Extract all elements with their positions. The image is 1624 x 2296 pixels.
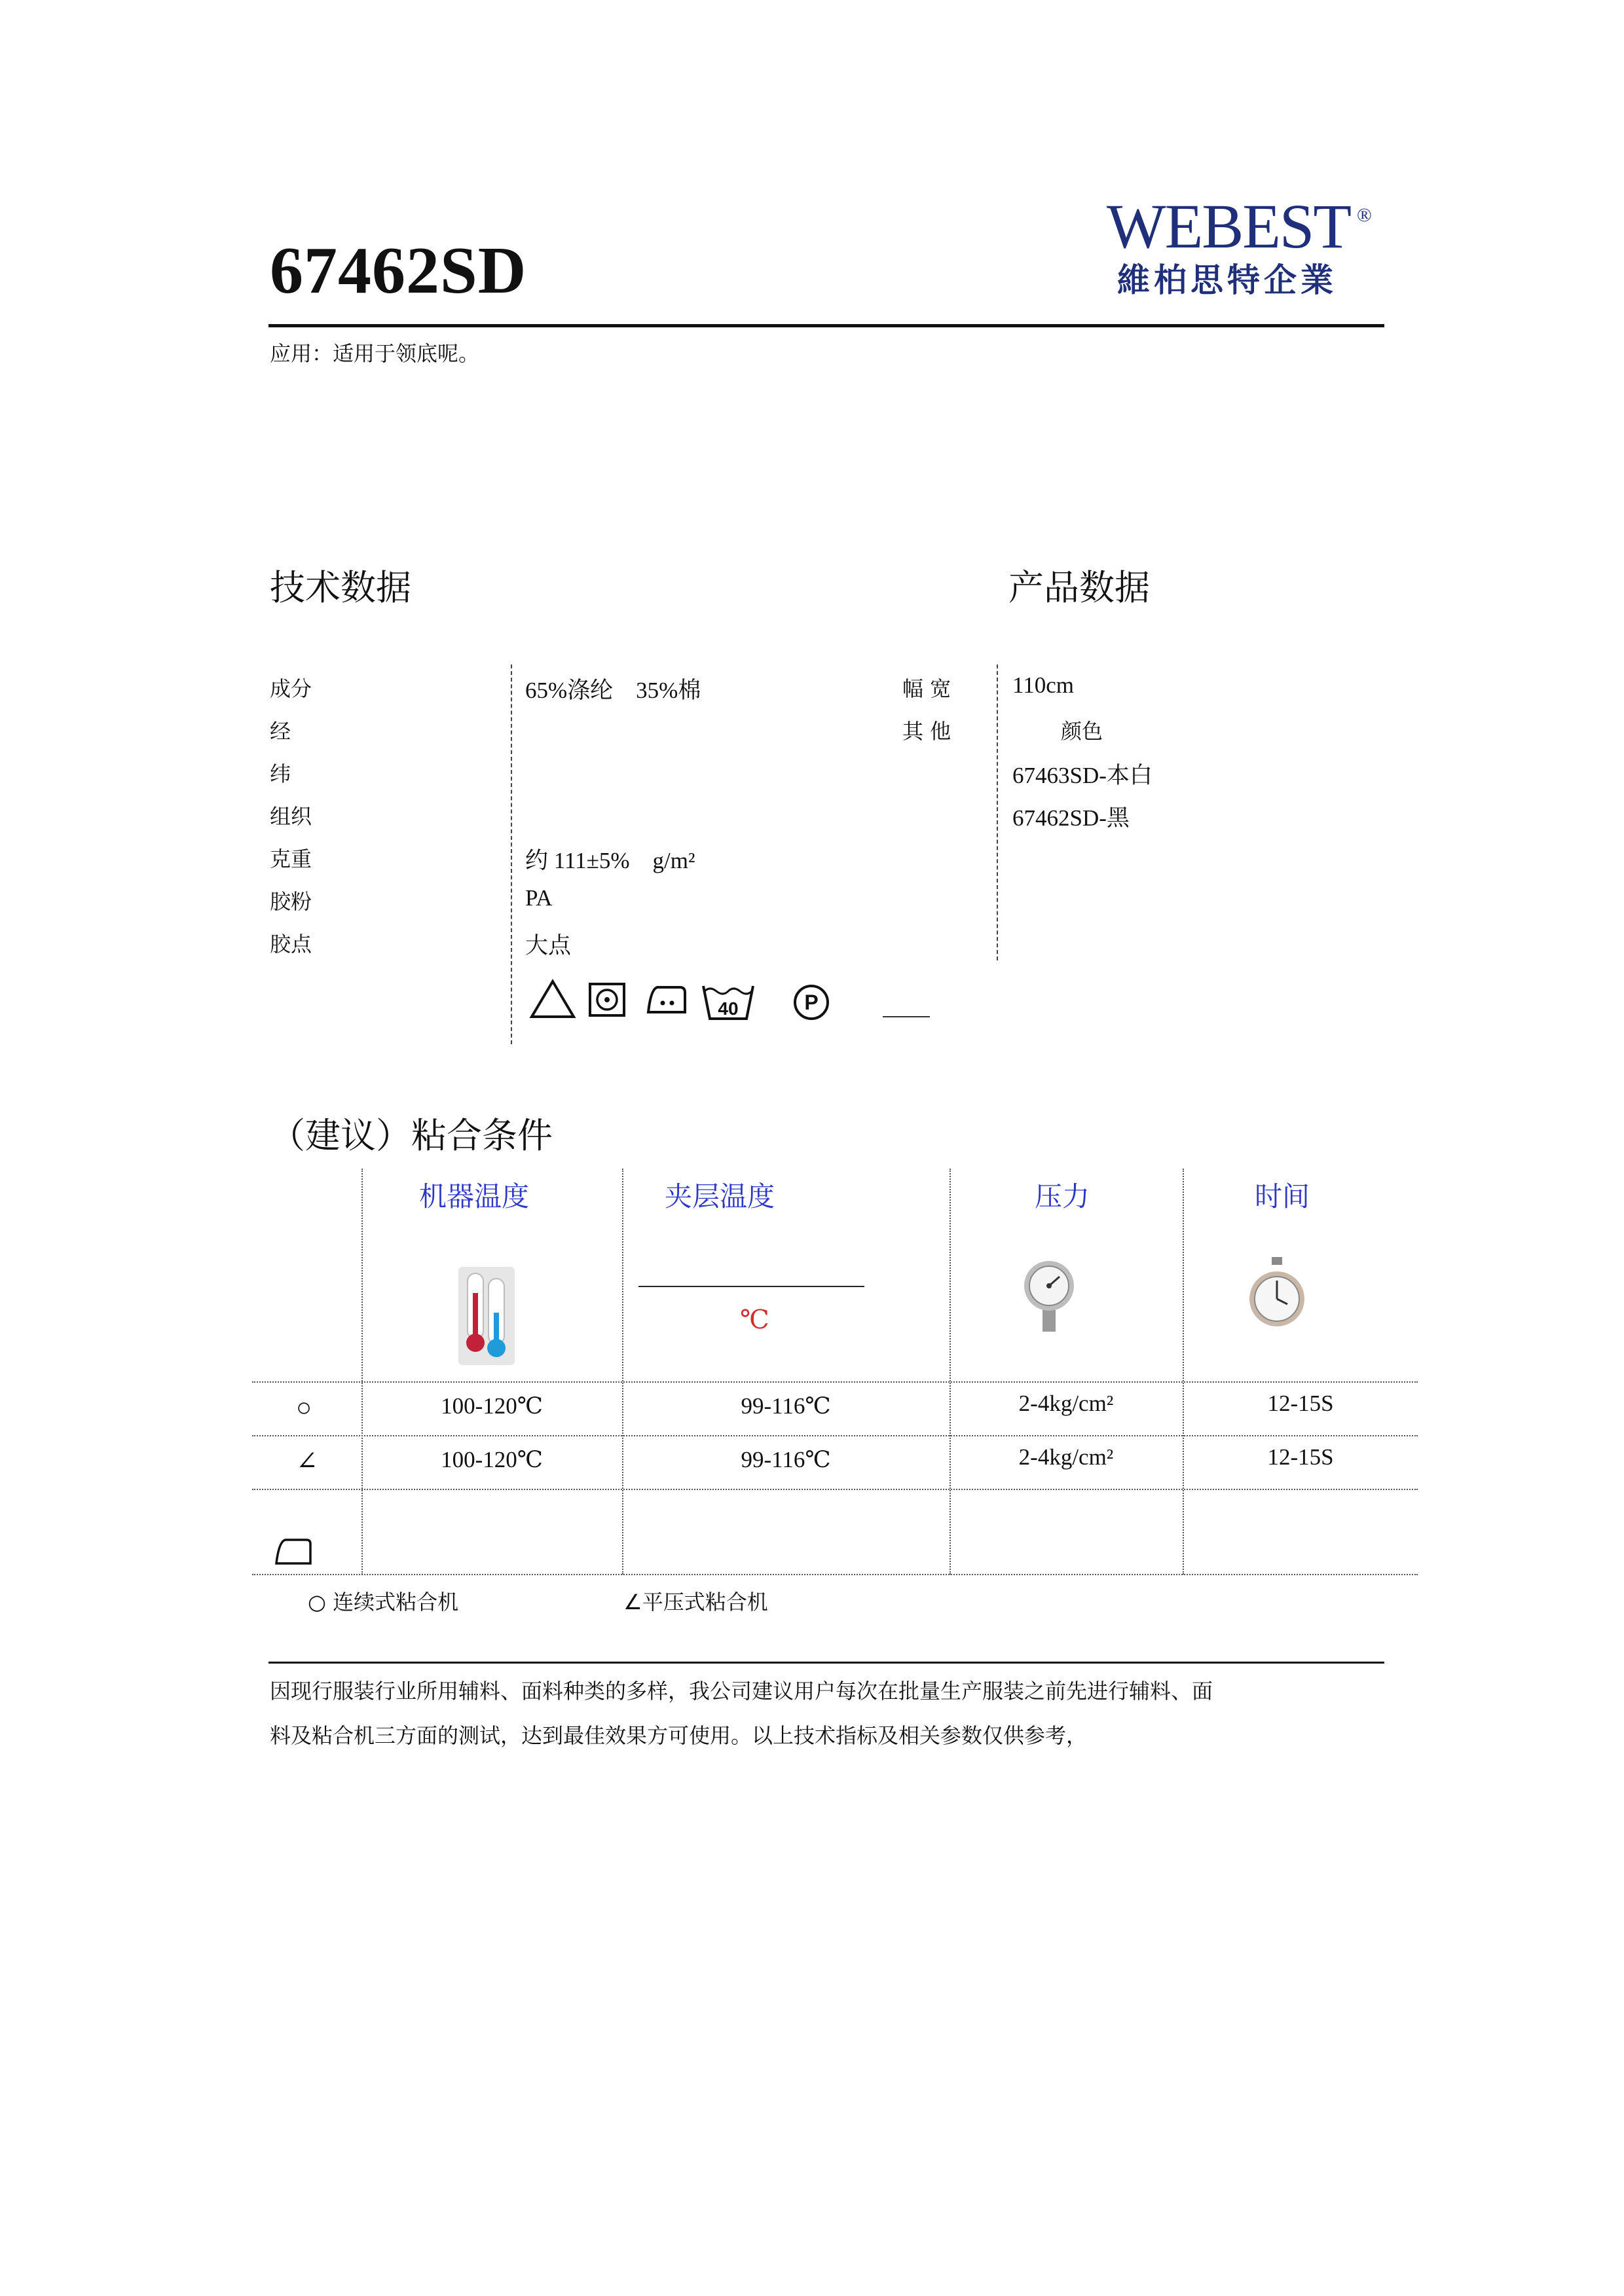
header-rule (268, 324, 1384, 327)
row2-machine-temp: 100-120℃ (441, 1447, 543, 1472)
row2-pressure: 2-4kg/cm² (1018, 1444, 1114, 1470)
header-machine-temp: 机器温度 (419, 1180, 530, 1212)
care-blank-line (883, 1016, 930, 1017)
table-vline-2 (622, 1169, 623, 1575)
row1-machine-temp: 100-120℃ (441, 1393, 543, 1419)
tech-value-adhesive: PA (525, 885, 553, 911)
tumble-dry-icon (588, 982, 626, 1017)
dry-clean-p-icon (792, 983, 830, 1021)
legend-flat: ∠平压式粘合机 (623, 1590, 768, 1614)
row1-layer-temp: 99-116℃ (741, 1393, 831, 1419)
row2-time: 12-15S (1267, 1444, 1334, 1470)
product-color-label: 颜色 (1061, 719, 1103, 744)
tech-label-weft: 纬 (270, 761, 291, 786)
tech-data-title: 技术数据 (270, 567, 411, 608)
bonding-title: （建议）粘合条件 (270, 1115, 553, 1156)
layer-temp-unit: ℃ (740, 1305, 769, 1334)
tech-value-dot: 大点 (525, 933, 572, 958)
tech-label-warp: 经 (270, 719, 291, 744)
product-divider (997, 665, 998, 960)
footer-note-line-2: 料及粘合机三方面的测试，达到最佳效果方可使用。以上技术指标及相关参数仅供参考， (270, 1723, 1088, 1748)
registered-mark: ® (1357, 204, 1372, 226)
header-time: 时间 (1255, 1180, 1310, 1212)
footer-note-line-1: 因现行服装行业所用辅料、面料种类的多样，我公司建议用户每次在批量生产服装之前先进行辅料、面 (270, 1679, 1213, 1704)
iron-icon (274, 1537, 313, 1566)
tech-divider (511, 665, 512, 1044)
header-layer-temp: 夹层温度 (665, 1180, 775, 1212)
table-hline-1 (252, 1381, 1418, 1383)
iron-two-dots-icon (643, 983, 690, 1016)
product-label-other: 其 他 (902, 719, 951, 744)
legend-continuous: ○ 连续式粘合机 (308, 1590, 459, 1614)
table-hline-2 (252, 1435, 1418, 1436)
brand-logo-chinese: 維柏思特企業 (1117, 261, 1337, 299)
row2-layer-temp: 99-116℃ (741, 1447, 831, 1472)
product-data-title: 产品数据 (1008, 567, 1150, 608)
wash-temp-text: 40 (718, 998, 739, 1019)
tech-label-weight: 克重 (270, 847, 312, 871)
pressure-gauge-icon (1022, 1257, 1077, 1336)
thermometer-icon (458, 1267, 515, 1365)
header-pressure: 压力 (1035, 1180, 1090, 1212)
product-value-width: 110cm (1012, 672, 1074, 698)
row2-symbol: ∠ (296, 1446, 318, 1476)
table-vline-3 (950, 1169, 951, 1575)
row1-symbol: ○ (296, 1393, 312, 1422)
row1-time: 12-15S (1267, 1391, 1334, 1416)
table-hline-4 (252, 1574, 1418, 1575)
stopwatch-icon (1247, 1256, 1307, 1334)
application-text: 应用：适用于领底呢。 (270, 341, 480, 366)
dry-clean-letter: P (804, 991, 819, 1014)
tech-value-composition: 65%涤纶 35%棉 (525, 678, 701, 703)
tech-label-adhesive: 胶粉 (270, 889, 312, 914)
product-label-width: 幅 宽 (902, 676, 951, 701)
wash-40-icon (701, 981, 756, 1023)
tech-value-weight: 约 111±5% g/m² (525, 848, 695, 873)
layer-temp-blank-line (638, 1286, 864, 1287)
table-vline-1 (361, 1169, 363, 1575)
footer-rule (268, 1662, 1384, 1664)
brand-logo: WEBEST (1107, 191, 1350, 261)
row1-pressure: 2-4kg/cm² (1018, 1391, 1114, 1416)
product-code-title: 67462SD (270, 234, 527, 308)
product-color-1: 67463SD-本白 (1012, 763, 1153, 788)
tech-label-dot: 胶点 (270, 932, 312, 957)
no-bleach-icon (529, 979, 576, 1019)
table-vline-4 (1183, 1169, 1184, 1575)
product-color-2: 67462SD-黑 (1012, 805, 1130, 831)
table-hline-3 (252, 1489, 1418, 1490)
tech-label-weave: 组织 (270, 804, 312, 829)
tech-label-composition: 成分 (270, 676, 312, 701)
